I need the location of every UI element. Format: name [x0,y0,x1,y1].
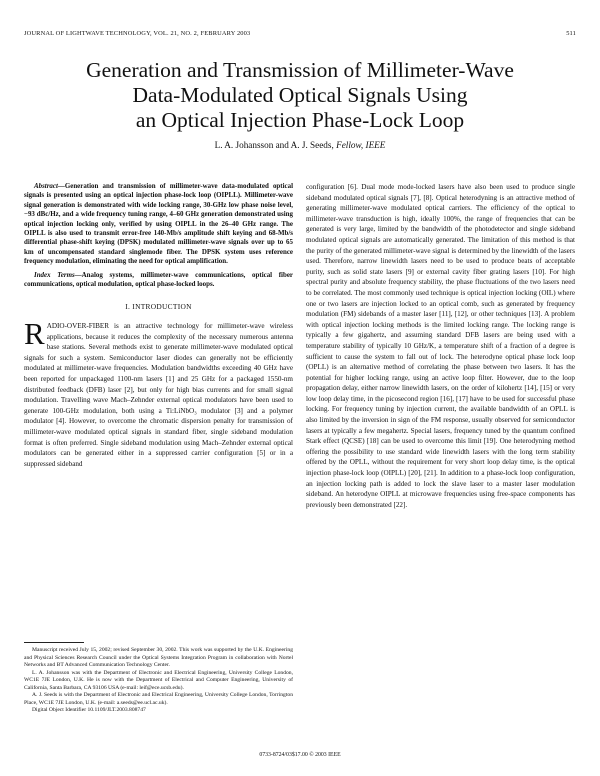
title-line-3: an Optical Injection Phase-Lock Loop [135,108,465,132]
author-grade: Fellow, IEEE [336,140,386,150]
right-column [306,182,575,510]
author-line [24,140,576,150]
footnote-rule [24,642,84,643]
page-number: 511 [566,30,576,37]
footnote-author-2: A. J. Seeds is with the Department of Electronic and Electrical Engineering, University College London, Torrington Place, WC1E 7JE London, U.K. (e-mail: a.seeds@ee.ucl.ac.uk). [24,692,293,706]
footnote-manuscript: Manuscript received July 15, 2002; revised September 30, 2002. This work was supported by the U.K. Engineering and Physical Sciences Research Council under the Optical Systems Integration Program in collaboration with Nortel Networks and BT Advanced Communication Technology Center. [24,647,293,668]
intro-continued: configuration [6]. Dual mode mode-locked lasers have also been used to produce single sideband modulated optical signals [7], [8]. Optical heterodyning is an attractive method of generating millimeter-wave modulated optical carriers. The efficiency of the optical to millimeter-wave transduction is high, ideally 100%, the range of frequencies that can be generated is very large, limited by the bandwidth of the photodetector and single sideband modulated optical signals are automatically generated. The limitation of this method is that the purity of the generated millimeter-wave signal is determined by the linewidth of the lasers used. Therefore, narrow linewidth lasers need to be used to produce beats of acceptable purity, such as solid state lasers [9] or external cavity fiber grating lasers [10]. For high spectral purity and absolute frequency stability, the phase fluctuations of the two lasers need to be correlated. The most commonly used technique is optical injection locking (OIL) where one or two lasers are injection locked to an optical comb, such as generated by frequency modulation (FM) sidebands of a master laser [11], [12], or other techniques [13]. A problem with optical injection locking methods is the limited locking range. The locking range is typically a few gigahertz, and assuming standard DFB lasers are being used with a temperature stability of typically 10 GHz/K, a temperature shift of a fraction of a degree is sufficient to cause the system to fall out of lock. The heterodyne optical phase lock loop (OPLL) is an alternative method of correlating the phase between two lasers. It has the potential for higher locking range, using an active loop filter. However, due to the loop propagation delay, either narrow linewidth lasers, on the order of kilohertz [14], [15] or very low loop delay time, in the picosecond region [16], [17] have to be used for successful phase locking. For frequency tuning by injection current, the available bandwidth of an OPLL is also limited by the inversion in sign of the FM response, usually observed for semiconductor lasers at typically a few megahertz. Special lasers, frequency tuned by the quantum confined Stark effect (QCSE) [18] can be used to overcome this limit [19]. One heterodyning method offering the possibility to use standard wide linewidth lasers with the long term stability offered by the OPLL, without the requirement for very short loop delay time, is the optical injection phase-lock loop (OIPLL) [20], [21]. In addition to a phase-lock loop configuration, an injection locking path is added to lock the slave laser to a master laser modulation sideband. An heterodyne OIPLL at microwave frequencies using free-space components has previously been demonstrated [22]. [306,183,575,509]
author-names: L. A. Johansson and A. J. Seeds, [214,140,334,150]
running-header [24,30,576,42]
left-column [24,182,293,469]
drop-cap: R [24,316,45,352]
title-line-1: Generation and Transmission of Millimeter-Wave [86,58,514,82]
footnotes [24,642,293,715]
journal-header: JOURNAL OF LIGHTWAVE TECHNOLOGY, VOL. 21, NO. 2, FEBRUARY 2003 [24,30,251,37]
copyright-line: 0733-8724/03$17.00 © 2003 IEEE [259,752,341,758]
abstract [24,182,293,289]
intro-paragraph: is an attractive technology for millimeter-wave wireless applications, because it reduces the complexity of the necessary numerous antenna base stations. Several methods exist to generate millimeter-wave modulated optical signals for such a system. Semiconductor laser diodes can generally not be efficiently modulated at millimeter-wave frequencies. Modulation bandwidths exceeding 40 GHz have been reported for unpackaged 1100-nm lasers [1] and 25 GHz for a packaged 1550-nm distributed feedback (DFB) laser [2], but only for high bias currents and for small signal modulation. Travelling wave Mach–Zehnder external optical modulators have been used to generate 100-GHz modulation, both using a Ti:LiNbO₃ modulator [3] and a polymer modulator [4]. However, to overcome the chromatic dispersion penalty for transmission of millimeter-wave modulated optical signals in standard fiber, single sideband modulation format is often preferred. Single sideband modulation using Mach–Zehnder external optical modulators can be generated either in a suppressed carrier configuration [5] or in a suppressed sideband [24,322,293,468]
intro-body [24,316,293,469]
paper-title [24,58,576,133]
abstract-label: Abstract— [34,182,65,190]
abstract-text: Generation and transmission of millimeter-wave data-modulated optical signals is presented using an optical injection phase-lock loop (OIPLL). Millimeter-wave signal generation is demonstrated with wide locking range, 30-GHz low phase noise level, −93 dBc/Hz, and a wide frequency tuning range, 4–60 GHz generation demonstrated using optical injection locking only, verified by using OIPLL in the 26–40 GHz range. The OIPLL is also used to transmit error-free 140-Mb/s amplitude shift keying and 68-Mb/s differential phase-shift keying (DPSK) modulated millimeter-wave signals over up to 65 km of uncompensated standard singlemode fiber. The DPSK system uses reference frequency modulation, eliminating the need for optical amplification. [24,182,293,266]
lead-in: ADIO-OVER-FIBER [46,322,109,331]
section-heading: I. INTRODUCTION [125,302,192,312]
index-terms-text: Analog systems, millimeter-wave communications, optical fiber communications, optical modulation, optical phase-locked loops. [24,270,293,289]
footnote-author-1: L. A. Johansson was with the Department of Electronic and Electrical Engineering, University College London, WC1E 7JE London, U.K. He is now with the Department of Electrical and Computer Engineering, University of California, Santa Barbara, CA 93106 USA (e-mail: leif@ece.ucsb.edu). [24,669,293,691]
footnote-doi: Digital Object Identifier 10.1109/JLT.2003.808747 [32,707,146,713]
title-line-2: Data-Modulated Optical Signals Using [132,83,468,107]
index-terms-label: Index Terms— [34,270,82,279]
